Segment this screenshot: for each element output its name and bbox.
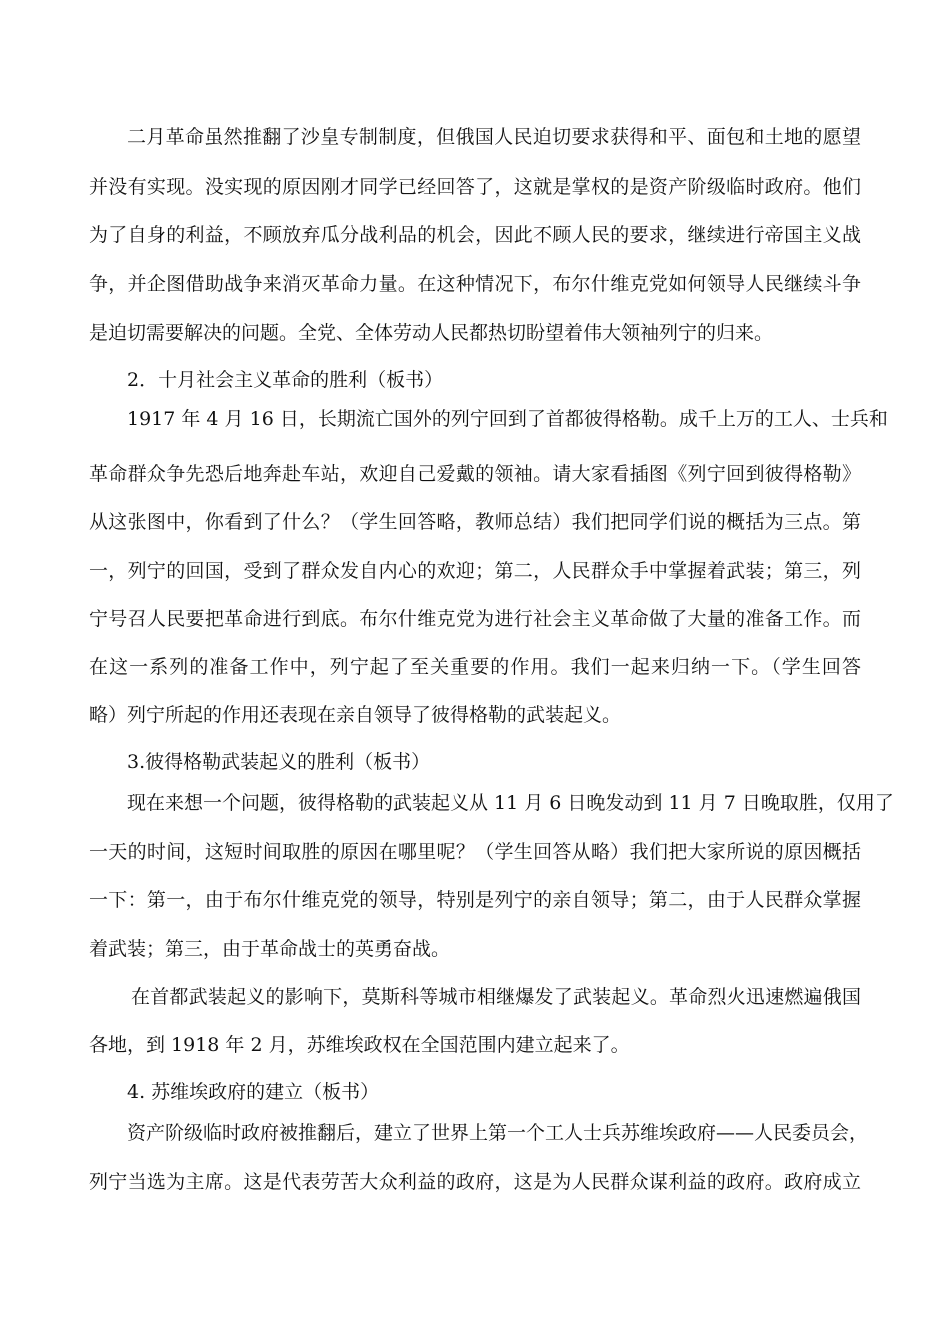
paragraph-1-line-5: 是迫切需要解决的问题。全党、全体劳动人民都热切盼望着伟大领袖列宁的归来。 bbox=[89, 322, 774, 344]
paragraph-2-line-3: 从这张图中，你看到了什么？（学生回答略，教师总结）我们把同学们说的概括为三点。第 bbox=[89, 511, 861, 533]
paragraph-3-line-1: 现在来想一个问题，彼得格勒的武装起义从 11 月 6 日晚发动到 11 月 7 日晚取胜，仅用了 bbox=[127, 792, 894, 814]
paragraph-1-line-3: 为了自身的利益，不顾放弃瓜分战利品的机会，因此不顾人民的要求，继续进行帝国主义战 bbox=[89, 224, 861, 246]
paragraph-3-line-3: 一下：第一，由于布尔什维克党的领导，特别是列宁的亲自领导；第二，由于人民群众掌握 bbox=[89, 889, 861, 911]
paragraph-3-line-2: 一天的时间，这短时间取胜的原因在哪里呢？（学生回答从略）我们把大家所说的原因概括 bbox=[89, 841, 861, 863]
paragraph-2-line-4: 一，列宁的回国，受到了群众发自内心的欢迎；第二，人民群众手中掌握着武装；第三，列 bbox=[89, 560, 861, 582]
section-heading-2: 2．十月社会主义革命的胜利（板书） bbox=[127, 369, 444, 391]
paragraph-2-line-7: 略）列宁所起的作用还表现在亲自领导了彼得格勒的武装起义。 bbox=[89, 704, 622, 726]
paragraph-2-line-2: 革命群众争先恐后地奔赴车站，欢迎自己爱戴的领袖。请大家看插图《列宁回到彼得格勒》 bbox=[89, 463, 861, 485]
paragraph-1-line-4: 争，并企图借助战争来消灭革命力量。在这种情况下，布尔什维克党如何领导人民继续斗争 bbox=[89, 273, 861, 295]
paragraph-3-line-4: 着武装；第三，由于革命战士的英勇奋战。 bbox=[89, 938, 451, 960]
paragraph-1-line-1: 二月革命虽然推翻了沙皇专制制度，但俄国人民迫切要求获得和平、面包和土地的愿望 bbox=[127, 126, 861, 148]
section-heading-3: 3.彼得格勒武装起义的胜利（板书） bbox=[127, 751, 431, 773]
paragraph-2-line-1: 1917 年 4 月 16 日，长期流亡国外的列宁回到了首都彼得格勒。成千上万的工人、士兵和 bbox=[127, 408, 888, 430]
paragraph-1-line-2: 并没有实现。没实现的原因刚才同学已经回答了，这就是掌权的是资产阶级临时政府。他们 bbox=[89, 176, 861, 198]
paragraph-5-line-2: 列宁当选为主席。这是代表劳苦大众利益的政府，这是为人民群众谋利益的政府。政府成立 bbox=[89, 1171, 861, 1193]
paragraph-2-line-5: 宁号召人民要把革命进行到底。布尔什维克党为进行社会主义革命做了大量的准备工作。而 bbox=[89, 608, 861, 630]
section-heading-4: 4. 苏维埃政府的建立（板书） bbox=[127, 1081, 380, 1103]
paragraph-4-line-1: 在首都武装起义的影响下，莫斯科等城市相继爆发了武装起义。革命烈火迅速燃遍俄国 bbox=[131, 986, 861, 1008]
paragraph-2-line-6: 在这一系列的准备工作中，列宁起了至关重要的作用。我们一起来归纳一下。（学生回答 bbox=[89, 656, 861, 678]
paragraph-5-line-1: 资产阶级临时政府被推翻后，建立了世界上第一个工人士兵苏维埃政府——人民委员会， bbox=[127, 1122, 869, 1144]
paragraph-4-line-2: 各地，到 1918 年 2 月，苏维埃政权在全国范围内建立起来了。 bbox=[89, 1034, 630, 1056]
